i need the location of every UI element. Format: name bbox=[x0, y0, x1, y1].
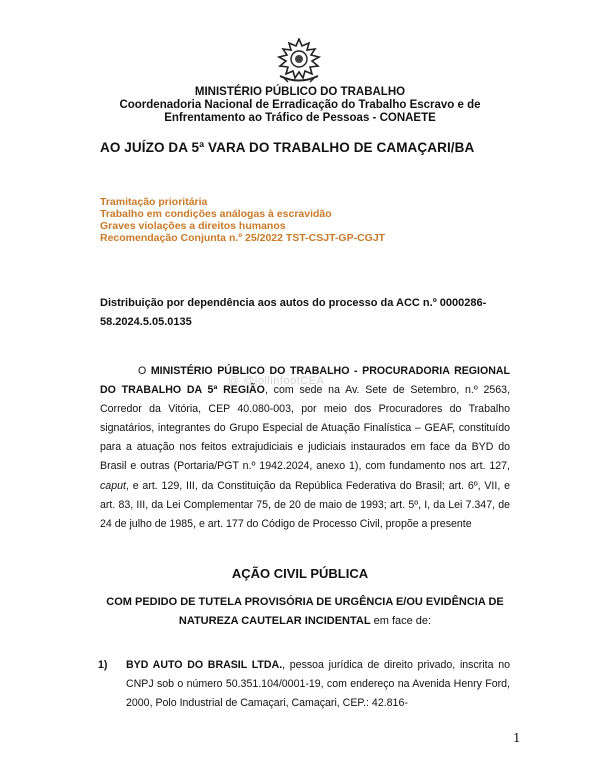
intro-lead: O bbox=[138, 365, 151, 377]
request-tail: em face de: bbox=[370, 615, 432, 627]
plaintiff-name: MINISTÉRIO PÚBLICO DO TRABALHO - PROCURADORIA REGIONAL DO TRABALHO DA 5ª REGIÃO bbox=[100, 365, 510, 397]
defendant-item bbox=[100, 656, 510, 713]
tag-item: Graves violações a direitos humanos bbox=[100, 220, 286, 232]
intro-paragraph bbox=[100, 362, 510, 534]
header-ministry: MINISTÉRIO PÚBLICO DO TRABALHO bbox=[194, 86, 406, 98]
request-subtitle bbox=[100, 593, 510, 631]
request-bold: COM PEDIDO DE TUTELA PROVISÓRIA DE URGÊNCIA E/OU EVIDÊNCIA DE NATUREZA CAUTELAR INCIDENTAL bbox=[106, 596, 504, 627]
watermark: @ @jollinfootCEA bbox=[228, 375, 325, 387]
intro-text-cont: , e art. 129, III, da Constituição da República Federativa do Brasil; art. 6º, VII, e art. 83, III, da Lei Complementar 75, de 20 de maio de 1993; art. 5º, I, da Lei 7.347, de 24 de julho de 1985, e art. 177 do Código de Processo Civil, propõe a presente bbox=[100, 479, 510, 530]
caput-term: caput bbox=[100, 479, 126, 492]
priority-tags bbox=[100, 196, 385, 244]
court-addressee: AO JUÍZO DA 5ª VARA DO TRABALHO DE CAMAÇARI/BA bbox=[100, 140, 475, 155]
header-coordination: Coordenadoria Nacional de Erradicação do Trabalho Escravo e de bbox=[119, 99, 481, 111]
defendant-name: BYD AUTO DO BRASIL LTDA. bbox=[126, 659, 283, 671]
distribution-note: Distribuição por dependência aos autos do processo da ACC n.º 0000286-58.2024.5.05.0135 bbox=[100, 297, 487, 328]
item-number: 1) bbox=[98, 659, 108, 671]
tag-item: Recomendação Conjunta n.º 25/2022 TST-CSJT-GP-CGJT bbox=[100, 232, 386, 244]
page-number: 1 bbox=[513, 731, 521, 745]
tag-item: Trabalho em condições análogas à escravidão bbox=[100, 208, 332, 220]
defendant-details: , pessoa jurídica de direito privado, inscrita no CNPJ sob o número 50.351.104/0001-19, com endereço na Avenida Henry Ford, 2000, Polo Industrial de Camaçari, Camaçari, CEP.: 42.816- bbox=[126, 659, 510, 710]
intro-text: , com sede na Av. Sete de Setembro, n.º 2563, Corredor da Vitória, CEP 40.080-003, por meio dos Procuradores do Trabalho signatários, integrantes do Grupo Especial de Atuação Finalística – GEAF, constituído para a atuação nos feitos extrajudiciais e judiciais instaurados em face da BYD do Brasil e outras (Portaria/PGT n.º 1942.2024, anexo 1), com fundamento nos art. 127, bbox=[100, 384, 511, 473]
coat-of-arms-icon bbox=[274, 38, 324, 84]
action-title: AÇÃO CIVIL PÚBLICA bbox=[231, 566, 369, 581]
tag-item: Tramitação prioritária bbox=[100, 196, 208, 208]
header-coordination-cont: Enfrentamento ao Tráfico de Pessoas - CONAETE bbox=[164, 112, 436, 124]
